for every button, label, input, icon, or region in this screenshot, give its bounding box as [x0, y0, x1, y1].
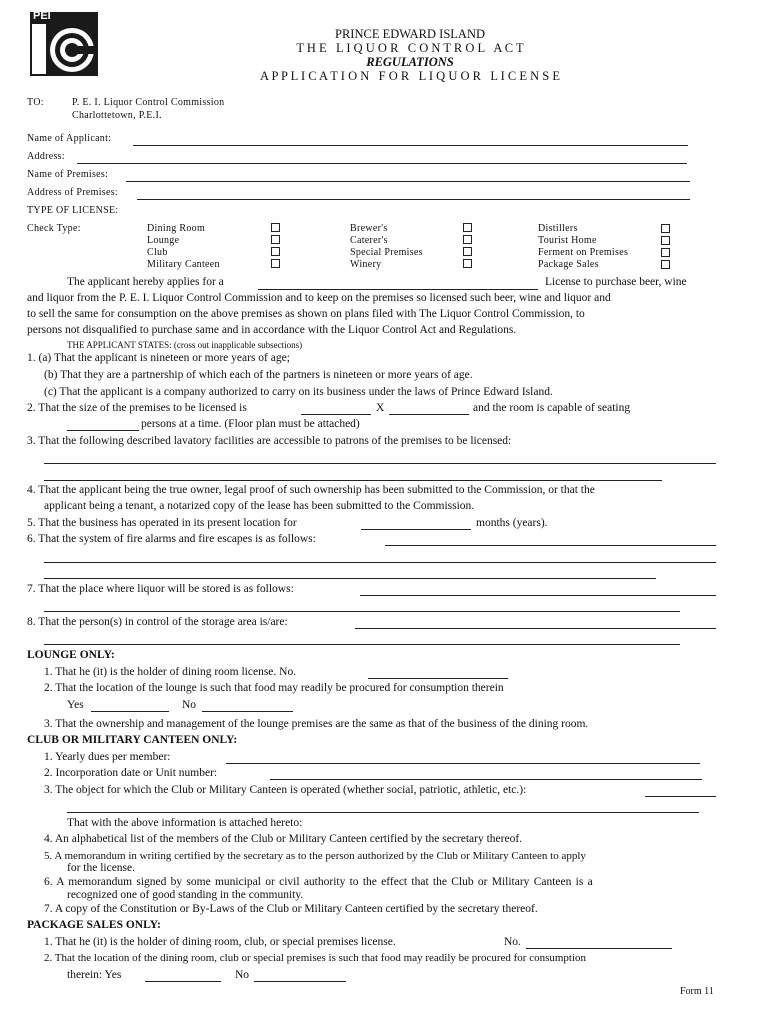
club-attached: That with the above information is attached hereto:: [67, 817, 303, 829]
fire-system-field-2[interactable]: [44, 562, 716, 563]
checkbox-caterers[interactable]: [463, 235, 472, 244]
license-special-premises: Special Premises: [350, 247, 423, 258]
name-premises-field[interactable]: [126, 181, 690, 182]
package-item-1b: No.: [504, 936, 521, 948]
state-2c: persons at a time. (Floor plan must be attached): [141, 418, 360, 430]
header-line3: REGULATIONS: [366, 55, 454, 69]
storage-place-field-2[interactable]: [44, 611, 680, 612]
state-8: 8. That the person(s) in control of the storage area is/are:: [27, 616, 288, 628]
state-1c: (c) That the applicant is a company authorized to carry on its business under the laws of Prince Edward Island.: [44, 386, 553, 398]
yearly-dues-field[interactable]: [226, 763, 700, 764]
package-title: PACKAGE SALES ONLY:: [27, 919, 161, 931]
name-applicant-label: Name of Applicant:: [27, 133, 112, 144]
license-distillers: Distillers: [538, 223, 578, 234]
lounge-item-3: 3. That the ownership and management of the lounge premises are the same as that of the business of the dining room.: [44, 718, 589, 730]
checkbox-dining-room[interactable]: [271, 223, 280, 232]
checkbox-special-premises[interactable]: [463, 247, 472, 256]
name-applicant-field[interactable]: [133, 145, 688, 146]
storage-control-field-2[interactable]: [44, 644, 680, 645]
club-item-6a: 6. A memorandum signed by some municipal or civil authority to the effect that the Club or Military Canteen is a: [44, 876, 593, 888]
checkbox-lounge[interactable]: [271, 235, 280, 244]
lounge-title: LOUNGE ONLY:: [27, 649, 115, 661]
club-item-1: 1. Yearly dues per member:: [44, 751, 171, 763]
club-item-4: 4. An alphabetical list of the members of the Club or Military Canteen certified by the secretary thereof.: [44, 833, 523, 845]
lavatory-field-2[interactable]: [44, 480, 662, 481]
intro-line3: to sell the same for consumption on the above premises as shown on plans filed with The Liquor Control Commission, to: [27, 308, 585, 320]
address-field[interactable]: [77, 163, 687, 164]
license-club: Club: [147, 247, 168, 258]
lounge-dining-license-field[interactable]: [368, 678, 508, 679]
checkbox-club[interactable]: [271, 247, 280, 256]
logo-text: PEI: [33, 10, 51, 22]
premises-size-field-1[interactable]: [301, 414, 371, 415]
license-dining-room: Dining Room: [147, 223, 206, 234]
intro-line4: persons not disqualified to purchase same and in accordance with the Liquor Control Act and Regulations.: [27, 324, 517, 336]
license-winery: Winery: [350, 259, 382, 270]
header-line1: PRINCE EDWARD ISLAND: [335, 27, 485, 41]
state-4b: applicant being a tenant, a notarized copy of the lease has been submitted to the Commission.: [44, 500, 475, 512]
state-2b: and the room is capable of seating: [473, 402, 631, 414]
package-no-field[interactable]: [254, 981, 346, 982]
club-item-5b: for the license.: [67, 862, 136, 874]
form-number: Form 11: [680, 986, 714, 997]
intro-line1a: The applicant hereby applies for a: [67, 276, 224, 288]
state-7: 7. That the place where liquor will be stored is as follows:: [27, 583, 294, 595]
checkbox-military-canteen[interactable]: [271, 259, 280, 268]
club-object-field-1[interactable]: [645, 796, 716, 797]
state-2x: X: [376, 402, 385, 414]
state-1a: 1. (a) That the applicant is nineteen or more years of age;: [27, 352, 290, 364]
type-license-label: TYPE OF LICENSE:: [27, 205, 119, 216]
lounge-item-1: 1. That he (it) is the holder of dining room license. No.: [44, 666, 297, 678]
header-line4: A P P L I C A T I O N F O R L I Q U O R L I C E N S E: [259, 69, 561, 83]
club-item-7: 7. A copy of the Constitution or By-Laws of the Club or Military Canteen certified by the secretary thereof.: [44, 903, 538, 915]
club-item-3: 3. The object for which the Club or Military Canteen is operated (whether social, patriotic, athletic, etc.):: [44, 784, 527, 796]
state-6: 6. That the system of fire alarms and fire escapes is as follows:: [27, 533, 316, 545]
package-no-label: No: [235, 969, 250, 981]
club-title: CLUB OR MILITARY CANTEEN ONLY:: [27, 734, 238, 746]
license-ferment-on-premises: Ferment on Premises: [538, 247, 629, 258]
lounge-no-field[interactable]: [202, 711, 293, 712]
license-military-canteen: Military Canteen: [147, 259, 220, 270]
checkbox-ferment-on-premises[interactable]: [661, 248, 670, 257]
package-item-2: 2. That the location of the dining room, club or special premises is such that food may readily be procured for consumption: [44, 952, 587, 964]
club-item-5a: 5. A memorandum in writing certified by the secretary as to the person authorized by the Club or Military Canteen to apply: [44, 850, 586, 862]
state-5a: 5. That the business has operated in its present location for: [27, 517, 297, 529]
premises-size-field-2[interactable]: [389, 414, 469, 415]
to-label: TO:: [27, 97, 44, 108]
package-item-1a: 1. That he (it) is the holder of dining room, club, or special premises license.: [44, 936, 396, 948]
state-4a: 4. That the applicant being the true owner, legal proof of such ownership has been submitted to the Commission, or that the: [27, 484, 595, 496]
license-caterers: Caterer's: [350, 235, 388, 246]
lounge-item-2: 2. That the location of the lounge is such that food may readily be procured for consumption therein: [44, 682, 504, 694]
to-line1: P. E. I. Liquor Control Commission: [72, 97, 225, 108]
license-tourist-home: Tourist Home: [538, 235, 597, 246]
storage-control-field-1[interactable]: [355, 628, 716, 629]
checkbox-brewers[interactable]: [463, 223, 472, 232]
club-item-2: 2. Incorporation date or Unit number:: [44, 767, 218, 779]
intro-line1b: License to purchase beer, wine: [545, 276, 687, 288]
incorporation-date-field[interactable]: [270, 779, 702, 780]
fire-system-field-1[interactable]: [385, 545, 716, 546]
checkbox-distillers[interactable]: [661, 224, 670, 233]
state-1b: (b) That they are a partnership of which each of the partners is nineteen or more years of age.: [44, 369, 473, 381]
state-5b: months (years).: [476, 517, 548, 529]
storage-place-field-1[interactable]: [360, 595, 716, 596]
business-duration-field[interactable]: [361, 529, 471, 530]
intro-line2: and liquor from the P. E. I. Liquor Control Commission and to keep on the premises so licensed such beer, wine and liquor and: [27, 292, 611, 304]
package-license-field[interactable]: [526, 948, 672, 949]
club-item-6b: recognized one of good standing in the community.: [67, 889, 304, 901]
header-line2: T H E L I Q U O R C O N T R O L A C T: [296, 41, 524, 55]
lounge-no-label: No: [182, 699, 197, 711]
lounge-yes-label: Yes: [67, 699, 84, 711]
states-title: THE APPLICANT STATES: (cross out inapplicable subsections): [67, 340, 303, 350]
lounge-yes-field[interactable]: [91, 711, 169, 712]
address-label: Address:: [27, 151, 65, 162]
package-yes-field[interactable]: [145, 981, 221, 982]
lavatory-field-1[interactable]: [44, 463, 716, 464]
address-premises-field[interactable]: [137, 199, 690, 200]
checkbox-tourist-home[interactable]: [661, 236, 670, 245]
address-premises-label: Address of Premises:: [27, 187, 118, 198]
license-package-sales: Package Sales: [538, 259, 599, 270]
license-brewers: Brewer's: [350, 223, 388, 234]
check-type-label: Check Type:: [27, 223, 81, 234]
state-3: 3. That the following described lavatory facilities are accessible to patrons of the premises to be licensed:: [27, 435, 512, 447]
state-2a: 2. That the size of the premises to be licensed is: [27, 402, 247, 414]
name-premises-label: Name of Premises:: [27, 169, 109, 180]
seating-capacity-field[interactable]: [67, 430, 139, 431]
license-type-field[interactable]: [258, 289, 538, 290]
to-line2: Charlottetown, P.E.I.: [72, 110, 162, 121]
package-item-2b: therein: Yes: [67, 969, 122, 981]
license-lounge: Lounge: [147, 235, 180, 246]
club-object-field-2[interactable]: [67, 812, 699, 813]
fire-system-field-3[interactable]: [44, 578, 656, 579]
checkbox-package-sales[interactable]: [661, 260, 670, 269]
checkbox-winery[interactable]: [463, 259, 472, 268]
